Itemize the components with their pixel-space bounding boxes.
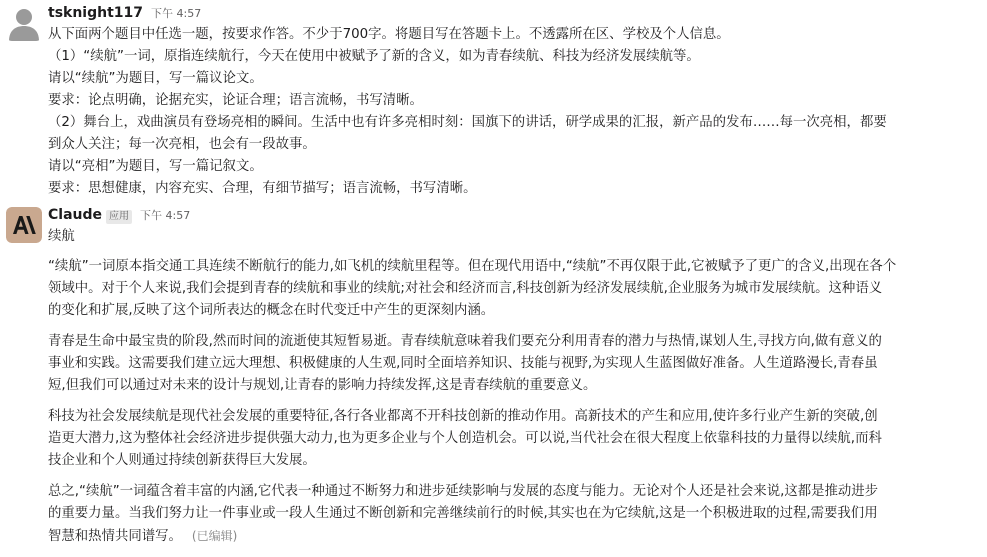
message-claude [0,205,987,548]
message-line: 要求：论点明确，论据充实，论证合理；语言流畅，书写清晰。 [48,93,423,108]
message-line: 到众人关注；每一次亮相，也会有一段故事。 [48,137,316,152]
paragraph-line: 技企业和个人则通过持续创新获得巨大发展。 [48,453,316,468]
paragraph-line [48,525,979,548]
username[interactable]: Claude [48,207,103,223]
message-line: 要求：思想健康，内容充实、合理，有细节描写；语言流畅，书写清晰。 [48,181,477,196]
message-line: 请以“亮相”为题目，写一篇记叙文。 [48,159,263,174]
message-header [48,3,979,23]
message-body [48,226,979,548]
essay-paragraph [48,481,979,548]
paragraph-line: 总之,“续航”一词蕴含着丰富的内涵,它代表一种通过不断努力和进步延续影响与发展的态度与能力。无论对个人还是社会来说,这都是推动进步 [48,484,879,499]
paragraph-line: 的重要力量。当我们努力让一件事业或一段人生通过不断创新和完善继续前行的时候,其实也在为它续航,这是一个积极进取的过程,需要我们用 [48,506,878,521]
message-line: 请以“续航”为题目，写一篇议论文。 [48,71,263,86]
username[interactable]: tsknight117 [48,5,144,21]
paragraph-line-text: 智慧和热情共同谱写。 [48,529,182,544]
paragraph-line: 青春是生命中最宝贵的阶段,然而时间的流逝使其短暂易逝。青春续航意味着我们要充分利用青春的潜力与热情,谋划人生,寻找方向,做有意义的 [48,334,882,349]
message-header [48,205,979,225]
timestamp[interactable]: 下午 4:57 [151,7,202,20]
timestamp[interactable]: 下午 4:57 [140,209,191,222]
message-user [0,0,987,200]
essay-paragraph [48,256,979,322]
paragraph-line: 造更大潜力,这为整体社会经济进步提供强大动力,也为更多企业与个人创造机会。可以说,当代社会在很大程度上依靠科技的力量得以续航,而科 [48,431,882,446]
message-line: 从下面两个题目中任选一题，按要求作答。不少于700字。将题目写在答题卡上。不透露所在区、学校及个人信息。 [48,27,730,42]
paragraph-line: 的变化和扩展,反映了这个词所表达的概念在时代变迁中产生的更深刻内涵。 [48,303,495,318]
paragraph-line: “续航”一词原本指交通工具连续不断航行的能力,如飞机的续航里程等。但在现代用语中,“续航”不再仅限于此,它被赋予了更广的含义,出现在各个 [48,259,897,274]
anthropic-logo-icon [6,207,42,243]
paragraph-line: 领域中。对于个人来说,我们会提到青春的续航和事业的续航;对社会和经济而言,科技创新为经济发展续航,企业服务为城市发展续航。这种语义 [48,281,883,296]
user-avatar[interactable] [6,5,42,41]
paragraph-line: 科技为社会发展续航是现代社会发展的重要特征,各行各业都离不开科技创新的推动作用。高新技术的产生和应用,使许多行业产生新的突破,创 [48,409,878,424]
edited-label: (已编辑) [191,529,238,543]
person-icon [6,5,42,41]
message-line: （2）舞台上，戏曲演员有登场亮相的瞬间。生活中也有许多亮相时刻：国旗下的讲话，研学成果的汇报，新产品的发布……每一次亮相，都要 [48,115,887,130]
message-body [48,24,979,200]
essay-paragraph [48,406,979,472]
claude-avatar[interactable] [6,207,42,243]
message-line: （1）“续航”一词，原指连续航行，今天在使用中被赋予了新的含义，如为青春续航、科技为经济发展续航等。 [48,49,700,64]
app-badge: 应用 [106,210,132,224]
essay-title: 续航 [48,229,75,244]
paragraph-line: 短,但我们可以通过对未来的设计与规划,让青春的影响力持续发挥,这是青春续航的重要意义。 [48,378,597,393]
essay-paragraph [48,331,979,397]
paragraph-line: 事业和实践。这需要我们建立远大理想、积极健康的人生观,同时全面培养知识、技能与视野,为实现人生蓝图做好准备。人生道路漫长,青春虽 [48,356,878,371]
